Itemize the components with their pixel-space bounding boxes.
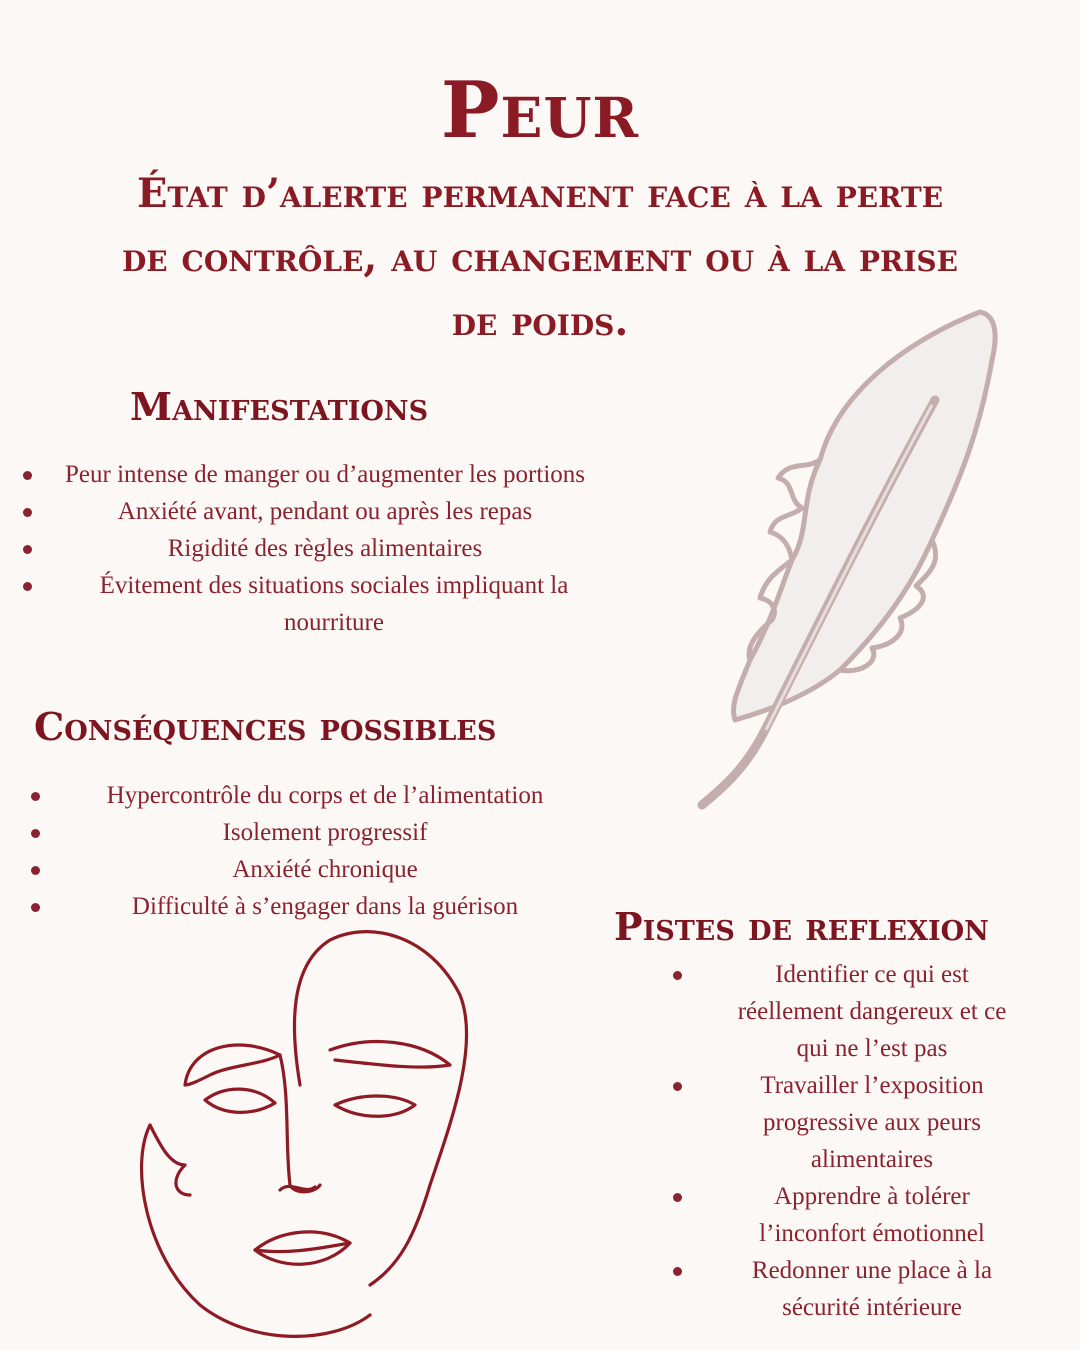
list-item <box>20 456 630 493</box>
list-item <box>20 530 630 567</box>
bullet-icon <box>23 582 32 591</box>
face-line-art <box>130 925 490 1345</box>
page-title: Peur <box>440 65 640 156</box>
bullet-icon <box>31 792 40 801</box>
piste-text-2: Travailler l’exposition progressive aux peurs alimentaires <box>760 1072 984 1173</box>
consequences-heading: Conséquences possibles <box>34 704 497 749</box>
pistes-heading: Pistes de reflexion <box>614 904 989 949</box>
bullet-icon <box>673 971 682 980</box>
pistes-list <box>668 956 1040 1326</box>
consequence-text-2: Isolement progressif <box>222 819 428 846</box>
consequence-text-3: Anxiété chronique <box>232 856 418 883</box>
consequence-text-4: Difficulté à s’engager dans la guérison <box>131 893 519 920</box>
piste-text-4: Redonner une place à la sécurité intérieure <box>751 1257 993 1321</box>
piste-text-1: Identifier ce qui est réellement dangereux et ce qui ne l’est pas <box>737 961 1007 1062</box>
list-item <box>20 851 630 888</box>
list-item <box>20 814 630 851</box>
bullet-icon <box>31 866 40 875</box>
list-item <box>20 777 630 814</box>
list-item <box>668 1178 1040 1252</box>
list-item <box>668 1067 1040 1178</box>
subtitle-line-1: État d’alerte permanent face à la perte <box>136 170 944 217</box>
manifestations-heading: Manifestations <box>130 384 429 429</box>
bullet-icon <box>673 1267 682 1276</box>
bullet-icon <box>23 471 32 480</box>
manifestation-text-1: Peur intense de manger ou d’augmenter les portions <box>65 461 585 488</box>
bullet-icon <box>673 1082 682 1091</box>
manifestation-text-3: Rigidité des règles alimentaires <box>167 535 483 562</box>
feather-illustration <box>680 300 1020 820</box>
bullet-icon <box>23 545 32 554</box>
list-item <box>20 567 630 641</box>
subtitle-line-2: de contrôle, au changement ou à la prise <box>122 234 958 281</box>
bullet-icon <box>31 903 40 912</box>
subtitle-line-3: de poids. <box>451 298 629 345</box>
consequence-text-1: Hypercontrôle du corps et de l’alimentation <box>106 782 544 809</box>
manifestations-list <box>20 456 630 641</box>
list-item <box>20 888 630 925</box>
manifestation-text-2: Anxiété avant, pendant ou après les repas <box>117 498 533 525</box>
bullet-icon <box>23 508 32 517</box>
bullet-icon <box>31 829 40 838</box>
list-item <box>668 956 1040 1067</box>
list-item <box>20 493 630 530</box>
consequences-list <box>20 777 630 925</box>
list-item <box>668 1252 1040 1326</box>
bullet-icon <box>673 1193 682 1202</box>
piste-text-3: Apprendre à tolérer l’inconfort émotionnel <box>759 1183 985 1247</box>
manifestation-text-4: Évitement des situations sociales impliquant la nourriture <box>99 572 569 636</box>
